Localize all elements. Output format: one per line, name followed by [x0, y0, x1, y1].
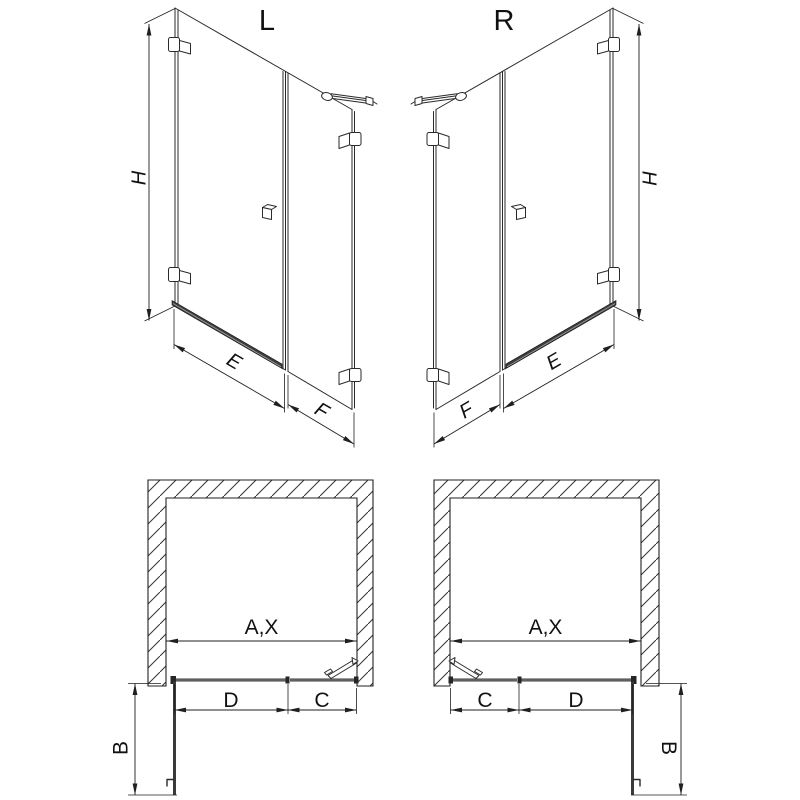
joint-mark	[518, 677, 522, 684]
dim-fixed-panel	[288, 688, 357, 714]
dim-door	[519, 684, 633, 714]
wall-hatch	[148, 480, 373, 686]
dim-label-ax-right: A,X	[528, 616, 563, 639]
open-door	[167, 682, 175, 796]
plan-left-view	[110, 480, 374, 795]
dim-label-e-left: E	[222, 348, 246, 375]
plan-right-view	[434, 480, 687, 795]
dim-label-f-right: F	[455, 398, 478, 424]
joint-mark	[286, 677, 290, 684]
dim-label-c-right: C	[477, 689, 493, 712]
title-left-label: L	[258, 5, 276, 37]
open-door	[633, 682, 641, 796]
iso-right-view	[411, 5, 660, 448]
door-handle-plan	[633, 780, 641, 787]
dim-label-h-right: H	[637, 170, 660, 186]
dim-door-swing	[631, 684, 687, 796]
door-handle-plan	[167, 780, 175, 787]
title-right-label: R	[493, 5, 515, 37]
wall-end-mark	[354, 677, 359, 684]
dim-label-e-right: E	[542, 348, 566, 375]
support-arm-plan	[325, 658, 359, 679]
dim-label-d-right: D	[568, 689, 584, 712]
dim-label-b-left: B	[109, 740, 133, 756]
dim-door-swing	[110, 684, 178, 796]
dim-opening	[167, 616, 357, 641]
dim-label-f-left: F	[310, 398, 333, 424]
wall-end-mark	[449, 677, 454, 684]
dim-label-c-left: C	[314, 689, 330, 712]
dim-door	[175, 684, 289, 714]
dim-opening	[451, 616, 641, 641]
dim-fixed-panel	[451, 684, 520, 714]
dim-label-ax-left: A,X	[244, 616, 279, 639]
dim-label-d-left: D	[223, 689, 239, 712]
iso-left-view	[129, 5, 378, 448]
dim-label-h-left: H	[128, 170, 151, 186]
support-arm-plan	[449, 658, 483, 679]
dim-label-b-right: B	[657, 740, 680, 756]
wall-hatch	[434, 480, 659, 686]
